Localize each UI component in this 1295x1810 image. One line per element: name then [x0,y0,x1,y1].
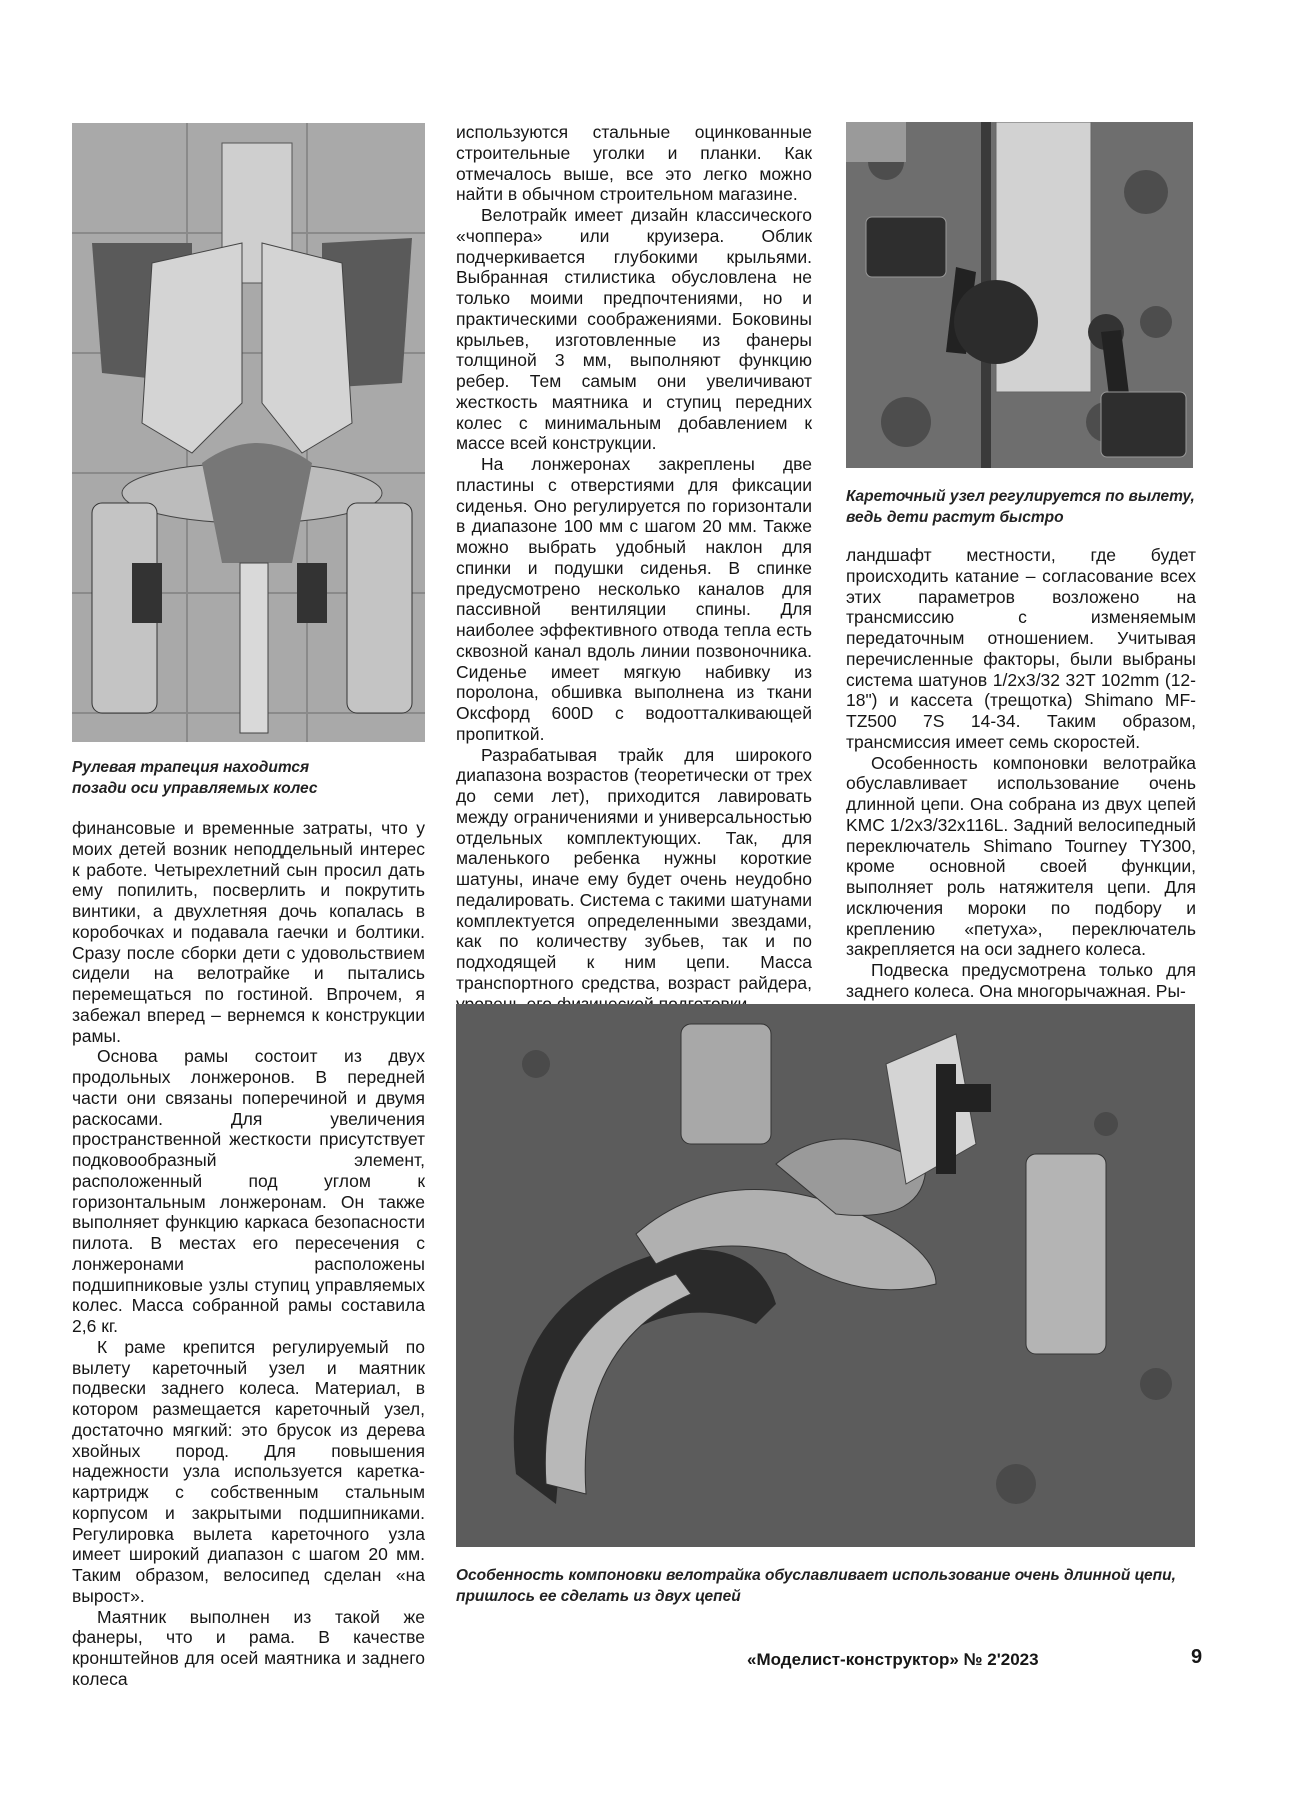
caption-chain: Особенность компоновки велотрайка обуславливает использование очень длинной цепи, пришлось ее сделать из двух цепей [456,1567,1176,1605]
photo-crank-unit [846,122,1193,468]
caption-crank: Кареточный узел регулируется по вылету, ведь дети растут быстро [846,488,1195,526]
caption-steering: Рулевая трапеция находится позади оси управляемых колес [72,759,318,797]
publication-footer: «Моделист-конструктор» № 2'2023 [747,1650,1039,1669]
col3-paragraph-2: Особенность компоновки велотрайка обуславливает использование очень длинной цепи. Она собрана из двух цепей KMC 1/2x3/32x116L. Задний велосипедный переключатель Shimano Tourney TY300, кроме основной своей функции, выполняет роль натяжителя цепи. Для исключения мороки по подбору и креплению «петуха», переключатель закрепляется на оси заднего колеса. [846,752,1196,960]
text-column-2 [456,122,812,1014]
col3-paragraph-3: Подвеска предусмотрена только для заднего колеса. Она многорычажная. Ры- [846,960,1196,1001]
col3-paragraph-1: ландшафт местности, где будет происходить катание – согласование всех этих параметров возложено на трансмиссию с изменяемым передаточным отношением. Учитывая перечисленные факторы, были выбраны система шатунов 1/2x3/32 32T 102mm (12-18") и кассета (трещотка) Shimano MF-TZ500 7S 14-34. Таким образом, трансмиссия имеет семь скоростей. [846,545,1196,752]
col1-paragraph-1: финансовые и временные затраты, что у моих детей возник неподдельный интерес к работе. Четырехлетний сын просил дать ему попилить, посверлить и покрутить винтики, а двухлетняя дочь копалась в коробочках и подавала гаечки и болтики. Сразу после сборки дети с удовольствием сидели на велотрайке и пытались перемещаться по гостиной. Впрочем, я забежал вперед – вернемся к конструкции рамы. [72,818,425,1046]
text-column-3 [846,545,1196,1002]
col1-paragraph-2: Основа рамы состоит из двух продольных лонжеронов. В передней части они связаны поперечиной и двумя раскосами. Для увеличения пространственной жесткости присутствует подковообразный элемент, расположенный под углом к горизонтальным лонжеронам. Он также выполняет функцию каркаса безопасности пилота. В местах его пересечения с лонжеронами расположены подшипниковые узлы ступиц управляемых колес. Масса собранной рамы составила 2,6 кг. [72,1046,425,1336]
page-number: 9 [1191,1646,1203,1668]
col1-paragraph-4: Маятник выполнен из такой же фанеры, что и рама. В качестве кронштейнов для осей маятника и заднего колеса [72,1606,425,1689]
text-column-1 [72,818,425,1690]
col2-paragraph-3: На лонжеронах закреплены две пластины с отверстиями для фиксации сиденья. Оно регулируется по горизонтали в диапазоне 100 мм с шагом 20 мм. Также можно выбрать удобный наклон для спинки и подушки сиденья. В спинке предусмотрено несколько каналов для пассивной вентиляции спины. Для наиболее эффективного отвода тепла есть сквозной канал вдоль линии позвоночника. Сиденье имеет мягкую набивку из поролона, обшивка выполнена из ткани Оксфорд 600D с водоотталкивающей пропиткой. [456,454,812,744]
col2-paragraph-1: используются стальные оцинкованные строительные уголки и планки. Как отмечалось выше, все это легко можно найти в обычном строительном магазине. [456,122,812,205]
col1-paragraph-3: К раме крепится регулируемый по вылету кареточный узел и маятник подвески заднего колеса. Материал, в котором размещается кареточный узел, достаточно мягкий: это брусок из дерева хвойных пород. Для повышения надежности узла используется каретка-картридж с собственным стальным корпусом и закрытыми подшипниками. Регулировка вылета кареточного узла имеет широкий диапазон с шагом 20 мм. Таким образом, велосипед сделан «на вырост». [72,1336,425,1606]
col2-paragraph-4: Разрабатывая трайк для широкого диапазона возрастов (теоретически от трех до семи лет), приходится лавировать между ограничениями и универсальностью отдельных комплектующих. Так, для маленького ребенка нужны короткие шатуны, иначе ему будет очень неудобно педалировать. Система с такими шатунами комплектуется определенными звездами, как по количеству зубьев, так и по подходящей к ним цепи. Масса транспортного средства, возраст райдера, [456,744,812,993]
col2-paragraph-2: Велотрайк имеет дизайн классического «чоппера» или круизера. Облик подчеркивается глубокими крыльями. Выбранная стилистика обусловлена не только моими предпочтениями, но и практическими соображениями. Боковины крыльев, изготовленные из фанеры толщиной 3 мм, выполняют функцию ребер. Тем самым они увеличивают жесткость маятника и ступиц передних колес с минимальным добавлением к массе всей конструкции. [456,205,812,454]
photo-trike-asphalt [456,1004,1195,1547]
photo-trike-top-view [72,123,425,742]
